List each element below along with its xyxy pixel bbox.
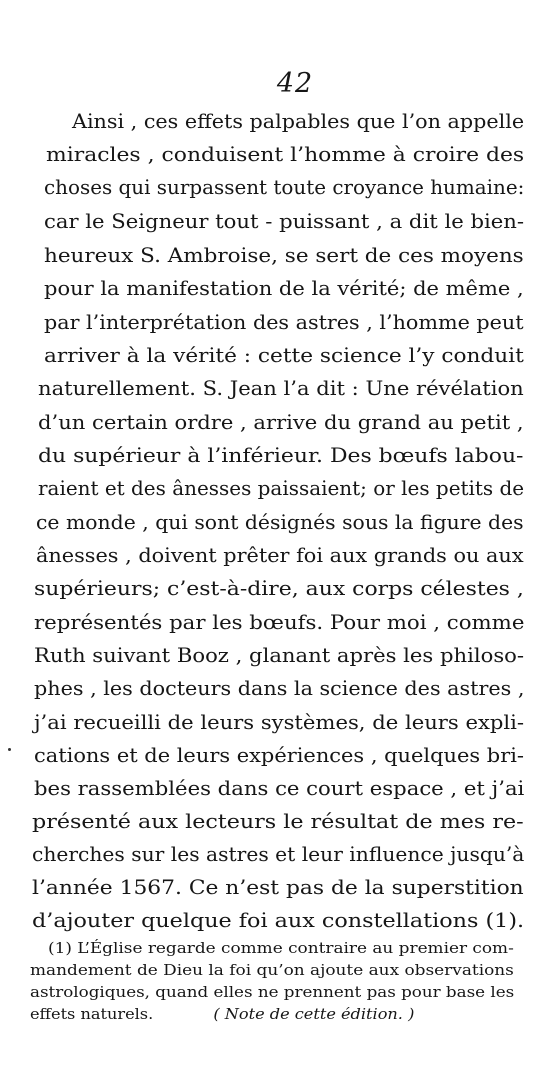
body-line-5: heureux S. Ambroise, se sert de ces moyens [44,243,524,267]
footnote-line-1: (1) L’Église regarde comme contraire au premier com- [48,941,514,957]
body-line-3: choses qui surpassent toute croyance humaine: [44,175,525,199]
editor-note: ( Note de cette édition. ) [213,1007,415,1023]
body-line-22: présenté aux lecteurs le résultat de mes re- [32,809,524,833]
body-line-6: pour la manifestation de la vérité; de même , [44,276,524,300]
body-line-19: j’ai recueilli de leurs systèmes, de leurs expli- [34,710,525,734]
footnote-line-4 [30,1004,414,1026]
body-line-4: car le Seigneur tout - puissant , a dit le bien- [44,209,525,233]
page-number: 42 [276,68,314,99]
body-line-11: du supérieur à l’inférieur. Des bœufs labou- [38,443,524,467]
body-line-21: bes rassemblées dans ce court espace , et j’ai [34,776,525,800]
footnote-line-3: astrologiques, quand elles ne prennent pas pour base les [30,985,515,1001]
body-line-17: Ruth suivant Booz , glanant après les philoso- [34,643,525,667]
body-line-2: miracles , conduisent l’homme à croire des [46,142,525,166]
body-line-14: ânesses , doivent prêter foi aux grands ou aux [36,543,524,567]
footnote-line-2: mandement de Dieu la foi qu’on ajoute aux observations [30,963,514,979]
margin-mark [8,748,11,751]
footnote-last-text: effets naturels. [30,1007,154,1023]
body-line-8: arriver à la vérité : cette science l’y conduit [44,343,524,367]
body-line-13: ce monde , qui sont désignés sous la figure des [36,510,524,534]
body-line-16: représentés par les bœufs. Pour moi , comme [34,610,525,634]
body-line-25: d’ajouter quelque foi aux constellations (1). [32,908,525,932]
body-line-10: d’un certain ordre , arrive du grand au petit , [38,410,524,434]
body-line-23: cherches sur les astres et leur influence jusqu’à [32,842,525,866]
body-line-9: naturellement. S. Jean l’a dit : Une révélation [38,376,524,400]
body-line-24: l’année 1567. Ce n’est pas de la superstition [32,875,524,899]
body-line-15: supérieurs; c’est-à-dire, aux corps célestes , [34,576,524,600]
body-line-12: raient et des ânesses paissaient; or les petits de [38,476,525,500]
body-line-7: par l’interprétation des astres , l’homme peut [44,310,524,334]
body-line-18: phes , les docteurs dans la science des astres , [34,676,525,700]
body-line-1: Ainsi , ces effets palpables que l’on appelle [72,109,525,133]
body-line-20: cations et de leurs expériences , quelques bri- [34,743,524,767]
